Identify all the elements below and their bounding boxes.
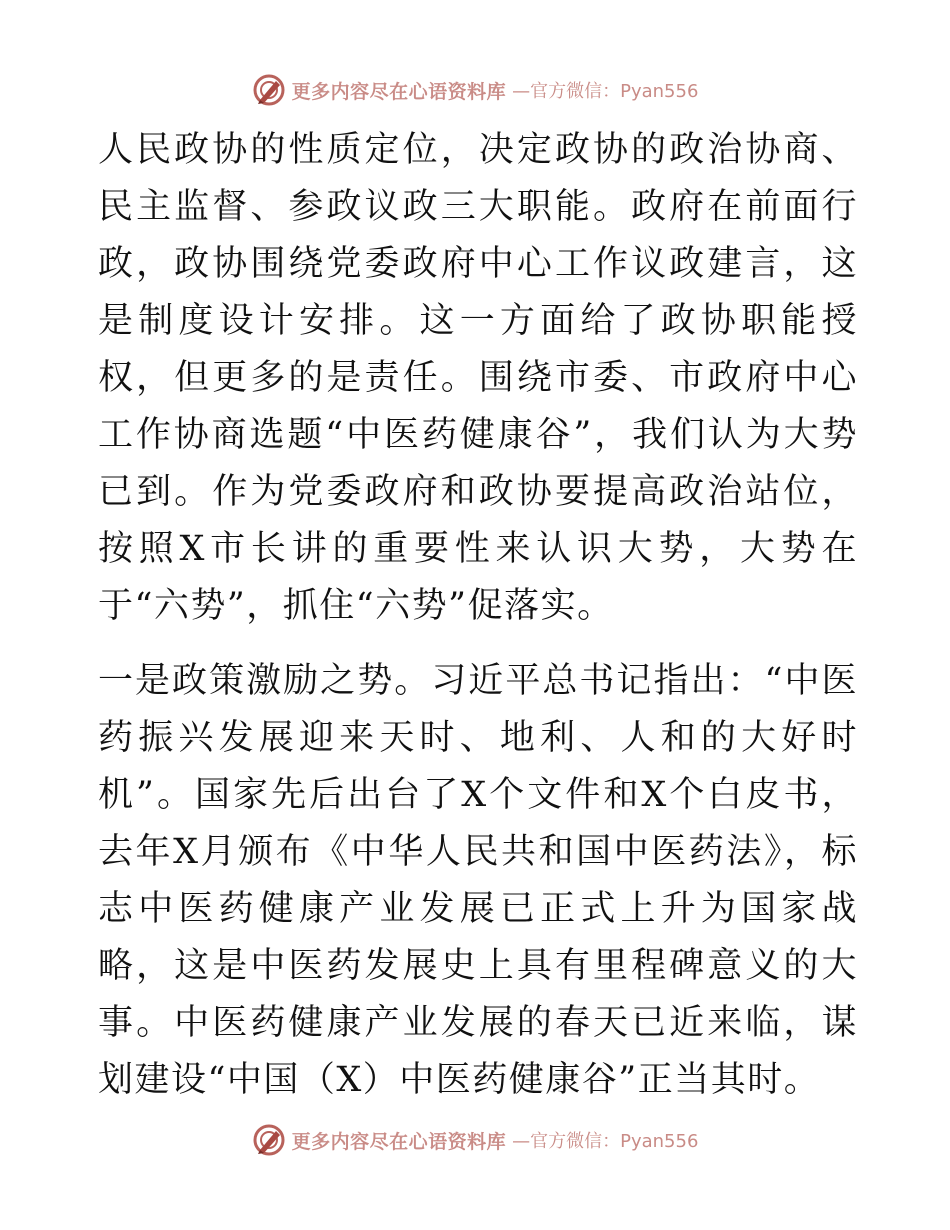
pen-logo-icon: [252, 1123, 286, 1157]
footer-banner-main-text: 更多内容尽在心语资料库: [291, 1130, 507, 1153]
paragraph-2: 一是政策激励之势。习近平总书记指出：“中医药振兴发展迎来天时、地利、人和的大好时机”。国家先后出台了X个文件和X个白皮书，去年X月颁布《中华人民共和国中医药法》，标志中医药健康产业发展已正式上升为国家战略，这是中医药发展史上具有里程碑意义的大事。中医药健康产业发展的春天已近来临，谋划建设“中国（X）中医药健康谷”正当其时。: [98, 661, 858, 1100]
header-banner-main-text: 更多内容尽在心语资料库: [291, 80, 507, 103]
pen-logo-icon: [252, 73, 286, 107]
header-banner-sub-text: —官方微信：Pyan556: [512, 81, 699, 102]
header-banner: [0, 70, 950, 110]
header-banner-content: [252, 73, 699, 107]
document-body: [98, 122, 858, 1109]
footer-banner-content: [252, 1123, 699, 1157]
footer-banner-sub-text: —官方微信：Pyan556: [512, 1131, 699, 1152]
paragraph-1: 人民政协的性质定位，决定政协的政治协商、民主监督、参政议政三大职能。政府在前面行政，政协围绕党委政府中心工作议政建言，这是制度设计安排。这一方面给了政协职能授权，但更多的是责任。围绕市委、市政府中心工作协商选题“中医药健康谷”，我们认为大势已到。作为党委政府和政协要提高政治站位，按照X市长讲的重要性来认识大势，大势在于“六势”，抓住“六势”促落实。: [98, 130, 858, 626]
footer-banner: [0, 1120, 950, 1160]
